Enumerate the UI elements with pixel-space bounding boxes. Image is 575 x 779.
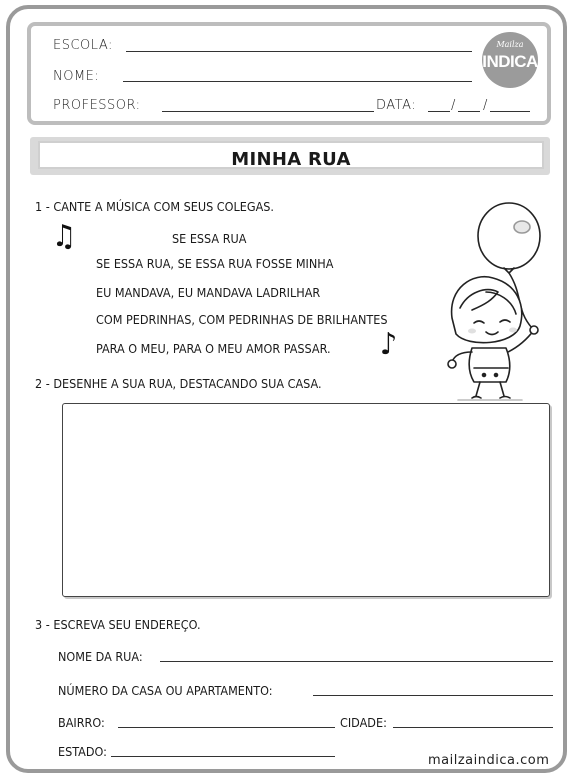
music-note-icon: ♫ xyxy=(52,219,77,254)
district-field[interactable] xyxy=(118,727,335,728)
number-label: NÚMERO DA CASA OU APARTAMENTO: xyxy=(58,683,273,698)
street-field[interactable] xyxy=(160,661,553,662)
page-title: MINHA RUA xyxy=(231,149,351,170)
street-label: NOME DA RUA: xyxy=(58,649,143,664)
brand-logo xyxy=(482,32,538,88)
song-line-1: SE ESSA RUA xyxy=(172,231,247,246)
city-field[interactable] xyxy=(393,727,553,728)
number-field[interactable] xyxy=(313,695,553,696)
school-field[interactable] xyxy=(126,51,472,52)
section2-prompt: 2 - DESENHE A SUA RUA, DESTACANDO SUA CASA. xyxy=(35,376,322,391)
teacher-label: PROFESSOR: xyxy=(53,98,141,113)
date-label: DATA: xyxy=(376,98,417,113)
site-url: mailzaindica.com xyxy=(428,753,550,768)
girl-with-balloon-illustration xyxy=(428,200,550,405)
eighth-note-icon: ♪ xyxy=(380,327,398,362)
logo-big-text: INDICA xyxy=(482,52,538,71)
song-line-4: COM PEDRINHAS, COM PEDRINHAS DE BRILHANTES xyxy=(96,312,388,327)
district-label: BAIRRO: xyxy=(58,715,105,730)
date-month-field[interactable] xyxy=(458,111,480,112)
section1-prompt: 1 - CANTE A MÚSICA COM SEUS COLEGAS. xyxy=(35,199,274,214)
song-line-5: PARA O MEU, PARA O MEU AMOR PASSAR. xyxy=(96,341,331,356)
date-slash-2: / xyxy=(483,98,488,113)
state-field[interactable] xyxy=(111,756,335,757)
city-label: CIDADE: xyxy=(340,715,387,730)
logo-small-text: Mailza xyxy=(496,40,524,49)
school-label: ESCOLA: xyxy=(53,38,113,53)
teacher-field[interactable] xyxy=(162,111,374,112)
header-box xyxy=(27,22,551,125)
title-inner xyxy=(38,141,544,169)
date-slash-1: / xyxy=(451,98,456,113)
name-field[interactable] xyxy=(123,81,472,82)
section3-prompt: 3 - ESCREVA SEU ENDEREÇO. xyxy=(35,617,201,632)
date-day-field[interactable] xyxy=(428,111,450,112)
title-bar xyxy=(30,137,550,175)
state-label: ESTADO: xyxy=(58,744,107,759)
song-line-2: SE ESSA RUA, SE ESSA RUA FOSSE MINHA xyxy=(96,256,334,271)
name-label: NOME: xyxy=(53,69,100,84)
drawing-area[interactable] xyxy=(62,403,550,597)
date-year-field[interactable] xyxy=(490,111,530,112)
song-line-3: EU MANDAVA, EU MANDAVA LADRILHAR xyxy=(96,285,321,300)
